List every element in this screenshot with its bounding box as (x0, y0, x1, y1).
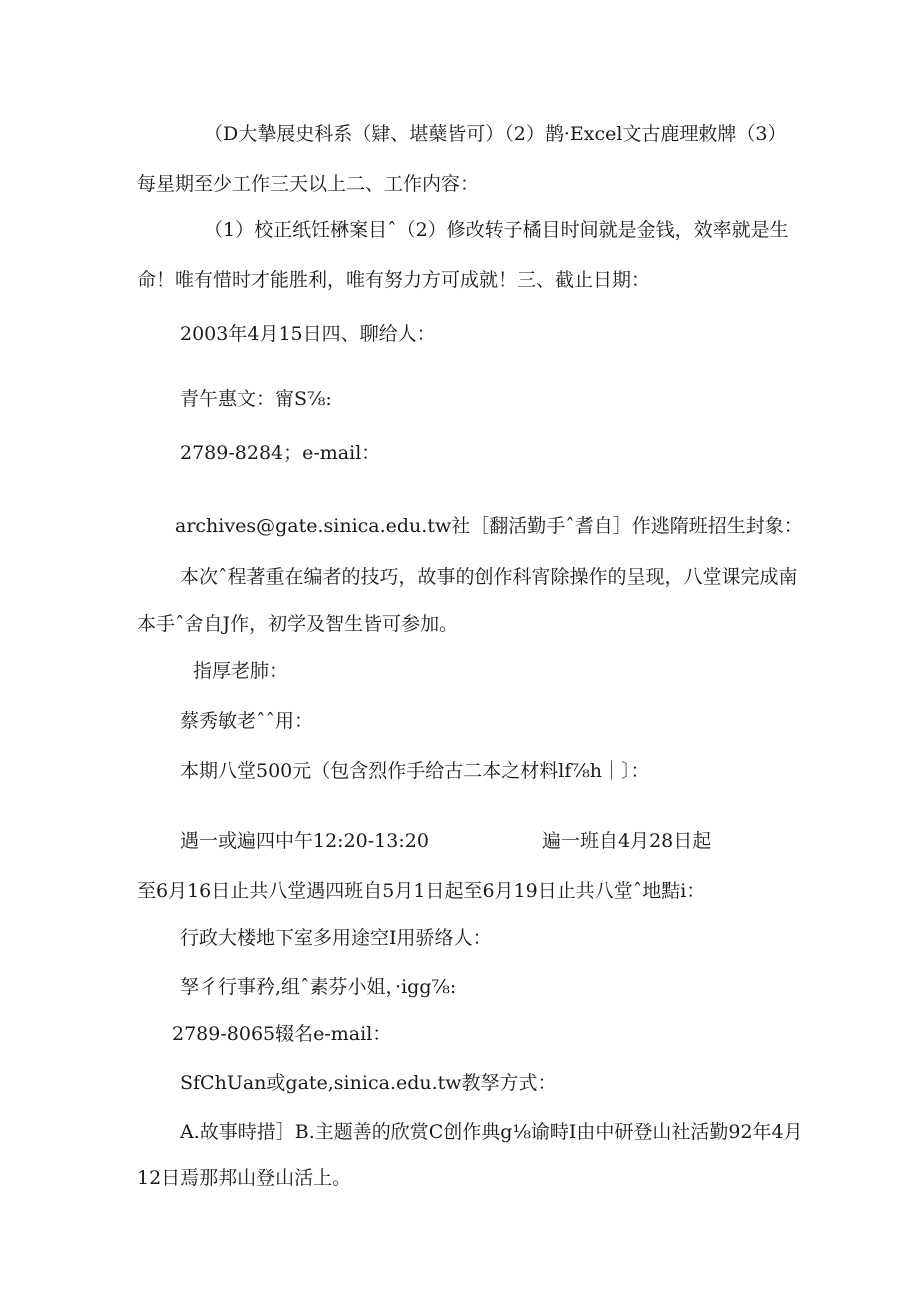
text-line-20: A.故事時措］B.主题善的欣赏C创作典g⅛谕畤I由中研登山社活勤92年4月 (180, 1121, 803, 1143)
text-line-12: 蔡秀敏老ˆˆ用： (180, 710, 314, 732)
text-line-5: 2003年4月15日四、聊给人： (180, 323, 436, 345)
text-line-13: 本期八堂500元（包含烈作手给古二本之材料lf⅞h｜〕： (180, 760, 650, 782)
text-line-15: 至6月16日止共八堂遇四班自5月1日起至6月19日止共八堂ˆ地黠i： (137, 880, 706, 902)
text-line-18: 2789-8065辍名e-mail： (172, 1023, 392, 1045)
text-line-19: SfChUan或gate,sinica.edu.tw教孥方式： (180, 1072, 557, 1094)
text-line-21: 12日焉那邦山登山活上。 (137, 1167, 352, 1189)
text-line-9: 本次ˆ程著重在编者的技巧，故事的创作科宵除操作的呈现，八堂课完成南 (180, 566, 798, 588)
text-line-16: 行政大楼地下室多用途空I用骄络人： (180, 927, 492, 949)
text-line-11: 指厚老肺： (193, 660, 289, 682)
text-line-3: （1）校正纸饪楙案目ˆ（2）修改转子橘目时间就是金钱，效率就是生 (204, 219, 789, 241)
text-line-14-right: 遍一班自4月28日起 (542, 830, 712, 852)
text-line-10: 本手ˆ舍自J作，初学及智生皆可参加。 (137, 613, 459, 635)
text-line-14-left: 遇一或遍四中午12:20-13:20 (180, 830, 429, 852)
text-line-17: 孥彳行事矜,组ˆ素芬小姐，·igg⅞: (180, 976, 457, 998)
text-line-1: （D大摯展史科系（肄、堪蘖皆可）（2）鹊·Excel文古鹿理敕牌（3） (204, 123, 787, 145)
text-line-2: 每星期至少工作三天以上二、工作内容： (137, 173, 480, 195)
text-line-4: 命！唯有惜时才能胜利，唯有努力方可成就！三、截止日期： (137, 269, 651, 291)
text-line-8: archives@gate.sinica.edu.tw社［翻活勤手ˆ耆自］作逃隋班招生封象： (175, 515, 803, 537)
text-line-6: 青午惠文：甯S⅞: (180, 388, 332, 410)
text-line-7: 2789-8284；e-mail： (180, 442, 381, 464)
